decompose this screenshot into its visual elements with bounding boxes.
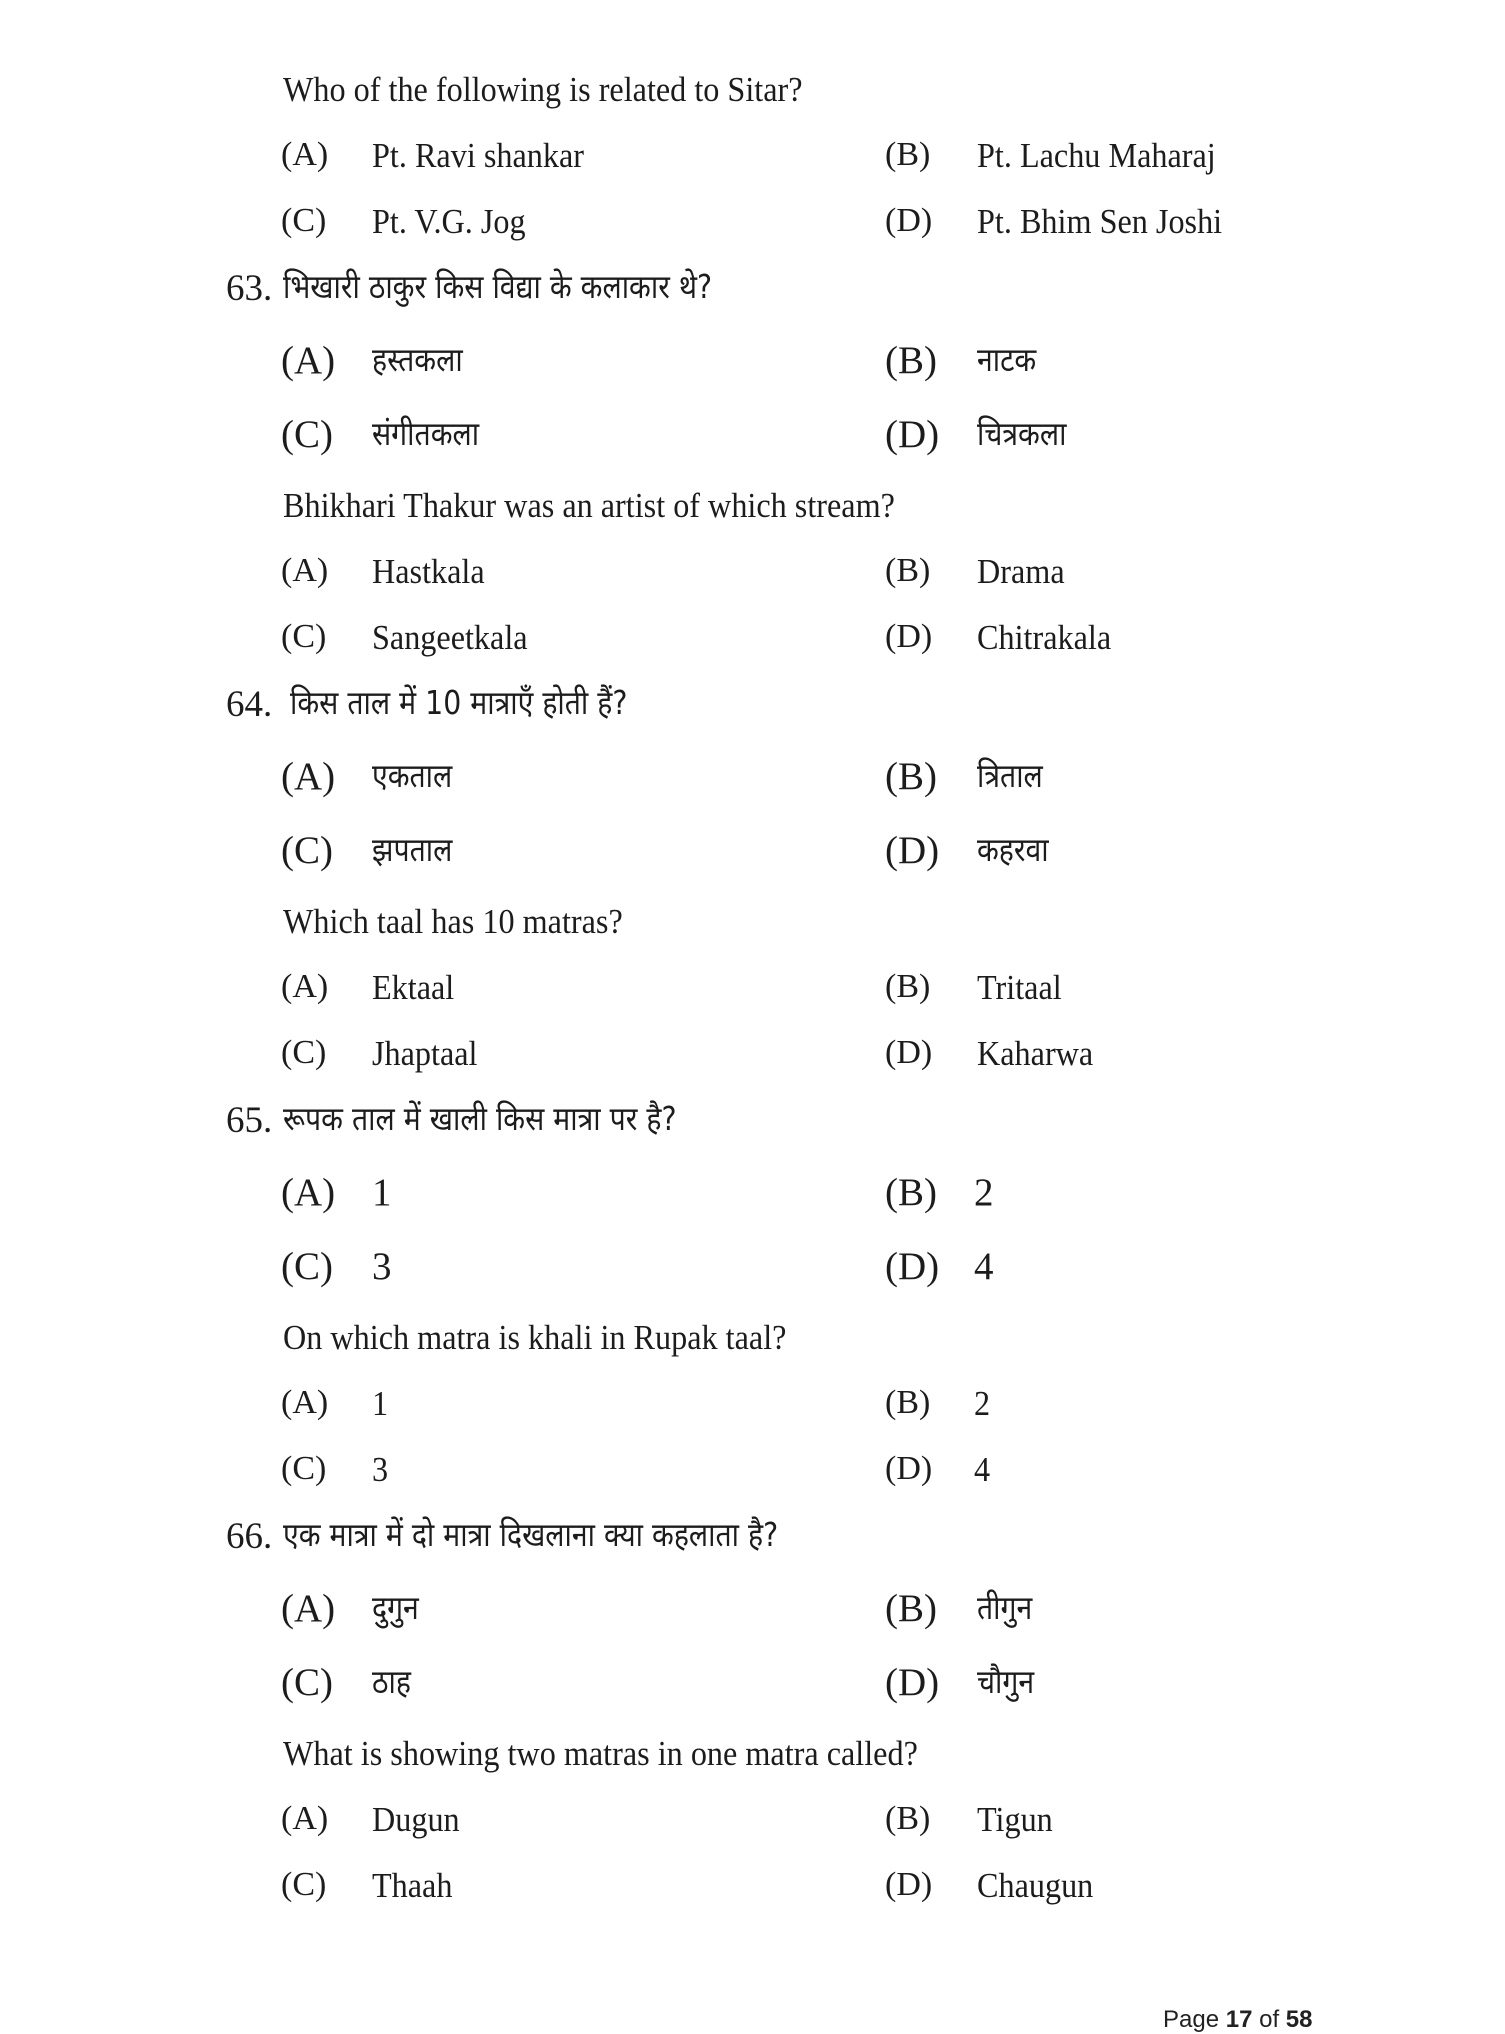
- q65-en-option-a-letter: (A): [281, 1384, 329, 1421]
- q65-hi-option-c-letter: (C): [281, 1245, 333, 1288]
- q66-hi-option-c-letter: (C): [281, 1661, 333, 1704]
- q66-hi-option-d-letter: (D): [885, 1661, 940, 1704]
- q63-hi-option-d-letter: (D): [885, 413, 940, 456]
- q64-hindi-question: किस ताल में 10 मात्राएँ होती हैं?: [290, 683, 628, 722]
- page-number-footer: [1163, 2006, 1312, 2034]
- q65-hi-option-d: 4: [974, 1245, 994, 1288]
- q64-en-option-a-letter: (A): [281, 968, 329, 1005]
- q65-en-option-a: 1: [372, 1384, 389, 1423]
- q65-hi-option-a: 1: [372, 1171, 392, 1214]
- q63-number: 63.: [226, 268, 273, 309]
- q64-hi-option-b: त्रिताल: [977, 756, 1043, 795]
- q65-hi-option-b: 2: [974, 1171, 994, 1214]
- q63-english-question: Bhikhari Thakur was an artist of which stream?: [283, 486, 895, 525]
- q65-en-option-d: 4: [974, 1450, 991, 1489]
- q66-en-option-a: Dugun: [372, 1800, 460, 1839]
- q64-en-option-d-letter: (D): [885, 1034, 933, 1071]
- q64-hi-option-d-letter: (D): [885, 829, 940, 872]
- q66-en-option-b: Tigun: [977, 1800, 1053, 1839]
- q64-en-option-c: Jhaptaal: [372, 1034, 478, 1073]
- q62-en-option-c: Pt. V.G. Jog: [372, 202, 526, 241]
- q66-en-option-a-letter: (A): [281, 1800, 329, 1837]
- q62-en-option-d-letter: (D): [885, 202, 933, 239]
- q62-english-question: Who of the following is related to Sitar?: [283, 70, 803, 109]
- q63-hi-option-b: नाटक: [977, 340, 1037, 379]
- q63-en-option-a: Hastkala: [372, 552, 485, 591]
- q65-hi-option-b-letter: (B): [885, 1171, 937, 1214]
- q66-hi-option-a: दुगुन: [372, 1588, 419, 1627]
- q63-en-option-c-letter: (C): [281, 618, 327, 655]
- q64-en-option-a: Ektaal: [372, 968, 455, 1007]
- q64-en-option-b: Tritaal: [977, 968, 1062, 1007]
- q62-en-option-b: Pt. Lachu Maharaj: [977, 136, 1216, 175]
- q65-en-option-b-letter: (B): [885, 1384, 931, 1421]
- total-pages: 58: [1285, 2006, 1313, 2033]
- q63-en-option-a-letter: (A): [281, 552, 329, 589]
- q64-hi-option-a: एकताल: [372, 756, 453, 795]
- q63-hi-option-a-letter: (A): [281, 339, 336, 382]
- q63-en-option-d: Chitrakala: [977, 618, 1112, 657]
- q66-en-option-d-letter: (D): [885, 1866, 933, 1903]
- q62-en-option-b-letter: (B): [885, 136, 931, 173]
- q62-en-option-d: Pt. Bhim Sen Joshi: [977, 202, 1223, 241]
- q66-en-option-b-letter: (B): [885, 1800, 931, 1837]
- q64-hi-option-d: कहरवा: [977, 830, 1049, 869]
- q65-en-option-c: 3: [372, 1450, 389, 1489]
- q66-hi-option-a-letter: (A): [281, 1587, 336, 1630]
- q66-en-option-c-letter: (C): [281, 1866, 327, 1903]
- q66-hindi-question: एक मात्रा में दो मात्रा दिखलाना क्या कहलाता है?: [283, 1515, 779, 1554]
- q64-hi-option-c: झपताल: [372, 830, 453, 869]
- q65-number: 65.: [226, 1100, 273, 1141]
- q63-en-option-c: Sangeetkala: [372, 618, 528, 657]
- q64-hi-option-c-letter: (C): [281, 829, 333, 872]
- q66-hi-option-d: चौगुन: [977, 1662, 1035, 1701]
- q63-hi-option-b-letter: (B): [885, 339, 937, 382]
- q63-hi-option-c: संगीतकला: [372, 414, 480, 453]
- q65-english-question: On which matra is khali in Rupak taal?: [283, 1318, 787, 1357]
- q62-en-option-c-letter: (C): [281, 202, 327, 239]
- q64-en-option-b-letter: (B): [885, 968, 931, 1005]
- page-prefix: Page: [1163, 2006, 1226, 2033]
- q62-en-option-a: Pt. Ravi shankar: [372, 136, 584, 175]
- q65-en-option-c-letter: (C): [281, 1450, 327, 1487]
- q63-hi-option-d: चित्रकला: [977, 414, 1067, 453]
- q66-english-question: What is showing two matras in one matra called?: [283, 1734, 918, 1773]
- q64-hi-option-a-letter: (A): [281, 755, 336, 798]
- q64-number: 64.: [226, 684, 273, 725]
- current-page: 17: [1225, 2006, 1253, 2033]
- q64-en-option-d: Kaharwa: [977, 1034, 1094, 1073]
- q63-hi-option-c-letter: (C): [281, 413, 333, 456]
- q66-hi-option-c: ठाह: [372, 1662, 411, 1701]
- q63-en-option-d-letter: (D): [885, 618, 933, 655]
- q65-hi-option-c: 3: [372, 1245, 392, 1288]
- q63-en-option-b: Drama: [977, 552, 1065, 591]
- q63-hindi-question: भिखारी ठाकुर किस विद्या के कलाकार थे?: [283, 267, 713, 306]
- q63-en-option-b-letter: (B): [885, 552, 931, 589]
- q66-number: 66.: [226, 1516, 273, 1557]
- q65-hi-option-a-letter: (A): [281, 1171, 336, 1214]
- q62-en-option-a-letter: (A): [281, 136, 329, 173]
- q65-hi-option-d-letter: (D): [885, 1245, 940, 1288]
- q64-english-question: Which taal has 10 matras?: [283, 902, 623, 941]
- q65-hindi-question: रूपक ताल में खाली किस मात्रा पर है?: [283, 1099, 677, 1138]
- q66-en-option-c: Thaah: [372, 1866, 453, 1905]
- q65-en-option-b: 2: [974, 1384, 991, 1423]
- q66-en-option-d: Chaugun: [977, 1866, 1094, 1905]
- q64-hi-option-b-letter: (B): [885, 755, 937, 798]
- q66-hi-option-b: तीगुन: [977, 1588, 1033, 1627]
- q63-hi-option-a: हस्तकला: [372, 340, 463, 379]
- page-of: of: [1252, 2006, 1286, 2033]
- q65-en-option-d-letter: (D): [885, 1450, 933, 1487]
- q66-hi-option-b-letter: (B): [885, 1587, 937, 1630]
- q64-en-option-c-letter: (C): [281, 1034, 327, 1071]
